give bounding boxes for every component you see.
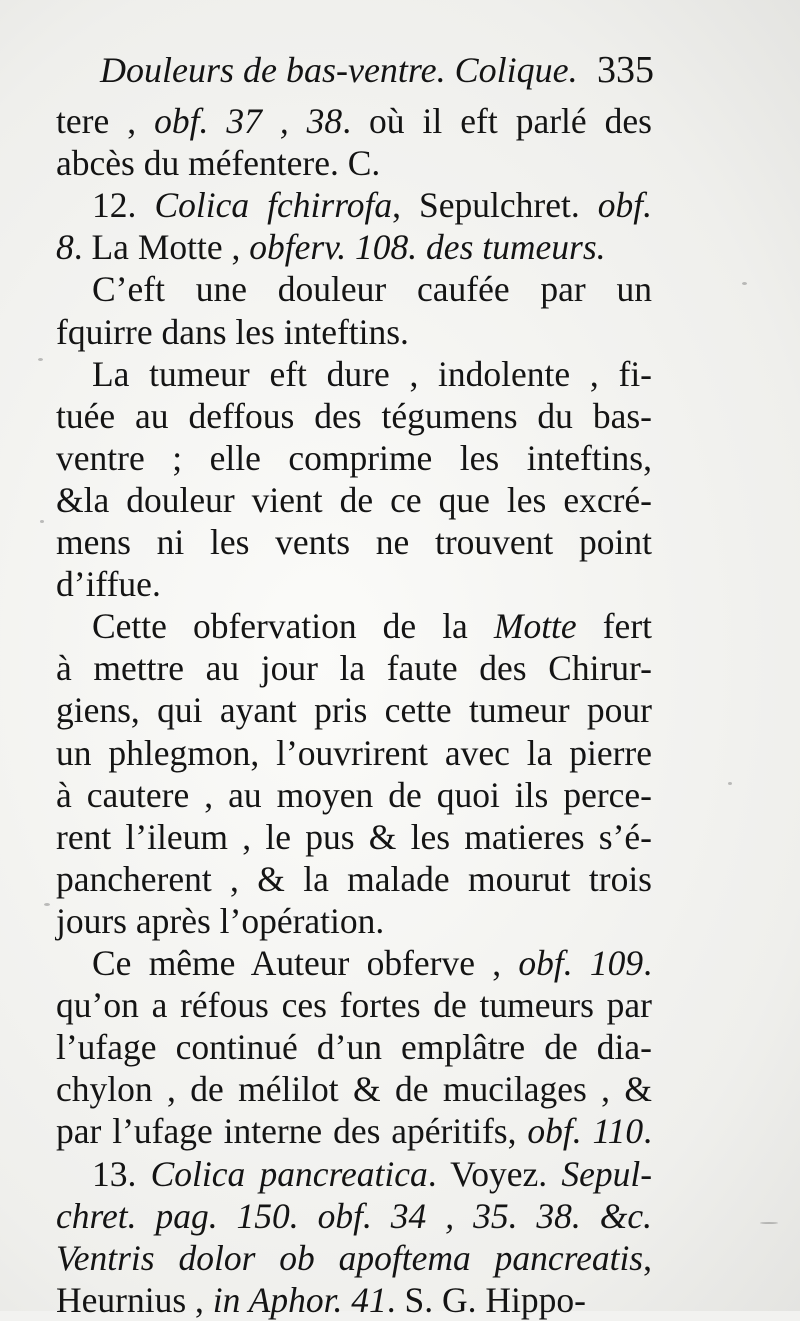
text-line [56,942,652,984]
text-segment: Ce même Auteur obferve , [92,943,519,983]
text-line [56,1068,652,1110]
text-line [56,521,652,563]
running-title: Douleurs de bas-ventre. Colique. [100,50,578,90]
italic-segment: in Aphor. 41 [212,1279,387,1320]
text-segment: à mettre au jour la faute des Chirur- [56,648,652,689]
text-segment: l’ufage continué d’un emplâtre de dia- [56,1027,652,1068]
text-segment: tere , [56,101,155,141]
text-segment: 12. [92,185,155,226]
text-segment: C’eft une douleur caufée par un [92,269,652,310]
text-line [56,1110,652,1152]
text-line [56,689,652,731]
text-line [56,984,652,1026]
italic-segment: chret. pag. 150. obf. 34 , 35. 38. &c. [56,1195,652,1236]
running-header [100,42,660,98]
italic-segment: 8 [56,227,74,268]
text-line [56,395,652,437]
text-segment: . [643,1111,652,1152]
text-line [56,226,652,268]
text-segment: chylon , de mélilot & de mucilages , & [56,1069,652,1110]
text-line [56,353,652,395]
text-segment: jours après l’opération. [56,900,385,941]
text-segment: . [643,943,652,983]
text-line [56,437,652,479]
text-segment: giens, qui ayant pris cette tumeur pour [56,690,652,731]
text-line [56,732,652,774]
text-segment: rent l’ileum , le pus & les matieres s’é- [56,816,652,857]
text-segment: . La Motte , [73,227,250,268]
ink-speck [728,782,732,785]
italic-segment: Colica pancreatica [150,1153,428,1194]
text-line [56,774,652,816]
text-line [56,647,652,689]
text-segment: . où il eft parlé des [342,101,652,141]
italic-segment: obf. 109 [518,943,644,983]
italic-segment: Colica fchirrofa [154,185,393,226]
text-segment: , [643,1237,652,1278]
text-line [56,1237,652,1279]
text-segment: d’iffue. [56,564,161,605]
ink-speck [742,282,747,285]
text-segment: fquirre dans les inteftins. [56,311,409,352]
text-segment: à cautere , au moyen de quoi ils perce- [56,774,652,815]
text-segment: abcès du méfentere. C. [56,143,381,184]
text-line [56,1279,652,1321]
italic-segment: Motte [493,606,577,647]
text-line [56,184,652,226]
text-line [56,100,652,142]
page-number: 335 [597,49,654,91]
italic-segment: obferv. 108. des tumeurs. [249,227,606,268]
ink-speck [38,358,43,361]
italic-segment: Ventris dolor ob apoftema pancreatis [56,1237,644,1278]
text-segment: pancherent , & la malade mourut trois [56,858,652,899]
text-line [56,142,652,184]
italic-segment: obf. [597,185,653,226]
text-line [56,858,652,900]
text-segment: . S. G. Hippo- [386,1279,586,1320]
text-line [56,900,652,942]
text-segment: ventre ; elle comprime les inteftins, [56,437,652,478]
text-segment: tuée au deffous des tégumens du bas- [56,395,652,436]
ink-speck [40,520,44,523]
text-segment: La tumeur eft dure , indolente , fi- [92,353,652,394]
text-segment: &la douleur vient de ce que les excré- [56,479,652,520]
italic-segment: Sepul- [561,1153,653,1194]
text-line [56,816,652,858]
italic-segment: obf. 37 , 38 [154,101,343,141]
text-line [56,311,652,353]
ink-speck [44,903,50,906]
text-segment: fert [576,606,652,647]
text-line [56,479,652,521]
text-line [56,605,652,647]
text-segment: qu’on a réfous ces fortes de tumeurs par [56,985,652,1026]
text-segment: mens ni les vents ne trouvent point [56,522,652,562]
text-segment: Cette obfervation de la [92,606,494,647]
text-segment: par l’ufage interne des apéritifs, [56,1111,528,1152]
text-segment: , Sepulchret. [392,185,598,226]
text-line [56,1153,652,1195]
text-segment: Heurnius , [56,1279,213,1320]
italic-segment: obf. 110 [527,1111,644,1152]
text-line [56,1195,652,1237]
text-segment: un phlegmon, l’ouvrirent avec la pierre [56,732,652,773]
ink-speck [760,1222,778,1224]
text-segment: . Voyez. [427,1153,562,1194]
text-line [56,1026,652,1068]
text-line [56,563,652,605]
text-segment: 13. [92,1153,151,1194]
text-line [56,268,652,310]
